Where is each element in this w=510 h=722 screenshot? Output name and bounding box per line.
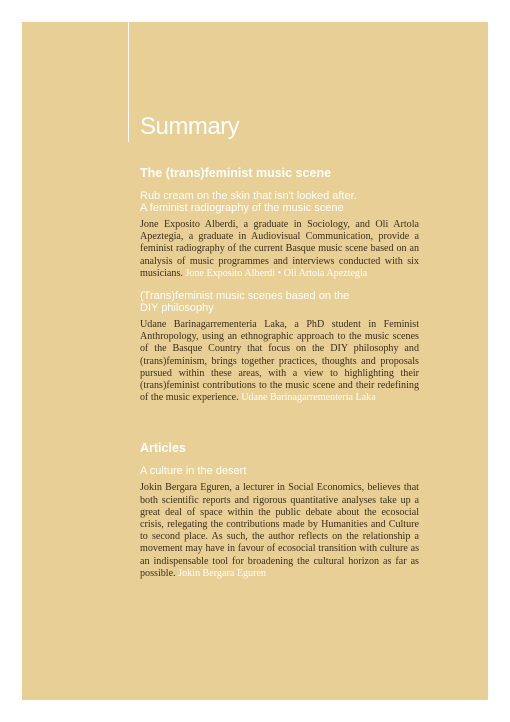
article-author: Jokin Bergara Eguren — [178, 567, 266, 579]
article-entry — [140, 290, 419, 404]
article-author: Jone Exposito Alberdi • Oli Artola Apeztegia — [185, 267, 368, 279]
section-spacer — [140, 414, 419, 441]
section-music-scene — [140, 166, 419, 404]
article-abstract — [140, 482, 419, 580]
abstract-text: Jone Exposito Alberdi, a graduate in Sociology, and Oli Artola Apeztegia, a graduate in Audiovisual Communication, provide a feminist radiography of the current Basque music scene based on an analysis of music programmes and interviews conducted with six musicians. — [140, 219, 419, 279]
section-heading: Articles — [140, 441, 186, 456]
page-title: Summary — [140, 113, 240, 140]
abstract-text: Jokin Bergara Eguren, a lecturer in Social Economics, believes that both scientific reports and rigorous quantitative analyses take up a great deal of space within the public debate about the ecosocial crisis, relegating the contributions made by Humanities and Culture to second place. As such, the author reflects on the relationship a movement may have in favour of ecosocial transition with culture as an indispensable tool for broadening the cultural horizon as far as possible. — [140, 482, 419, 579]
section-articles — [140, 441, 419, 580]
article-abstract — [140, 219, 419, 280]
abstract-text: Udane Barinagarrementeria Laka, a PhD student in Feminist Anthropology, using an ethnographic approach to the music scenes of the Basque Country that focus on the DIY philosophy and (trans)feminism, brings together practices, thoughts and proposals pursued within these areas, with a view to highlighting their (trans)feminist contributions to the music scene and their redefining of the music experience. — [140, 319, 419, 404]
summary-content — [140, 166, 419, 590]
article-title: (Trans)feminist music scenes based on the DIY philosophy — [140, 290, 350, 315]
section-heading: The (trans)feminist music scene — [140, 166, 332, 180]
vertical-rule — [128, 22, 129, 142]
article-entry — [140, 190, 419, 280]
article-author: Udane Barinagarrementeria Laka — [241, 392, 376, 404]
article-title: Rub cream on the skin that isn't looked after. A feminist radiography of the music scene — [140, 190, 357, 214]
article-title: A culture in the desert — [140, 465, 247, 478]
article-entry — [140, 465, 419, 580]
article-abstract — [140, 319, 419, 404]
